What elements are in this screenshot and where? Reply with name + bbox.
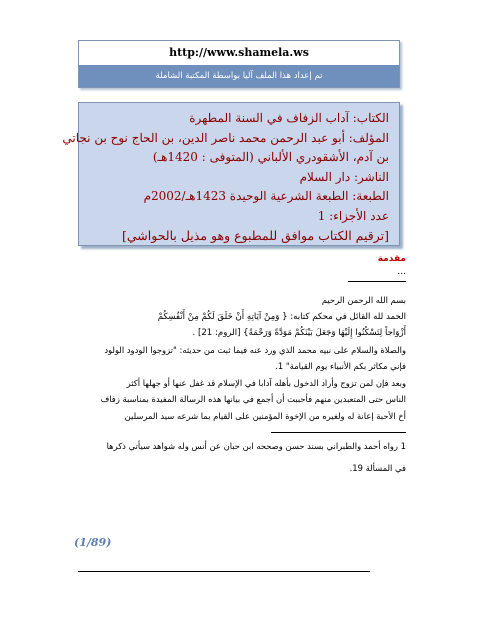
page-bottom-rule xyxy=(78,571,370,572)
paragraph-2-line-1: والصلاة والسلام على نبيه محمد الذي ورد عنه فيما ثبت من حديثه: "تزوجوا الودود الولود xyxy=(104,344,406,355)
book-title: الكتاب: آداب الزفاف في السنة المطهرة xyxy=(189,111,389,125)
footnote-line-2: في المسألة 19. xyxy=(349,463,406,473)
paragraph-3-line-2: الناس حتى المتعبدين منهم فأحببت أن أجمع في بيانها هذه الرسالة المفيدة بمناسبة زفاف xyxy=(100,394,406,404)
footnote-divider xyxy=(271,432,406,433)
verse-line-2: أَزْوَاجاً لِتَسْكُنُوا إِلَيْهَا وَجَعَلَ بَيْنَكُمْ مَوَدَّةً وَرَحْمَةً} [الروم: 21] . xyxy=(192,328,406,338)
ellipsis: ... xyxy=(397,267,406,277)
book-numbering-note: [ترقيم الكتاب موافق للمطبوع وهو مذيل بالحواشي] xyxy=(122,228,389,243)
section-heading: مقدمة xyxy=(377,254,406,264)
book-author-line-1: المؤلف: أبو عبد الرحمن محمد ناصر الدين، بن الحاج نوح بن نجاتي xyxy=(62,130,389,145)
main-content xyxy=(66,252,406,477)
heading-divider xyxy=(348,281,406,282)
book-publisher: الناشر: دار السلام xyxy=(299,169,389,184)
footnote-line-1: 1 رواه أحمد والطبراني بسند حسن وصححه ابن حبان عن أنس وله شواهد سيأتي ذكرها xyxy=(106,441,406,451)
basmala: بسم الله الرحمن الرحيم xyxy=(321,295,406,305)
paragraph-3-line-3: أخ الأحبة إعانة له ولغيره من الإخوة المؤمنين على القيام بما شرعه سيد المرسلين xyxy=(124,410,406,421)
verse-line-1: الحمد لله القائل في محكم كتابه: { وَمِنْ آيَاتِهِ أَنْ خَلَقَ لَكُمْ مِنْ أَنْفُسِكُمْ xyxy=(157,311,406,322)
book-volumes: عدد الأجزاء: 1 xyxy=(317,208,389,223)
generated-banner: تم إعداد هذا الملف آليا بواسطة المكتبة الشاملة xyxy=(79,65,399,87)
book-author-line-2: بن آدم، الأشقودري الألباني (المتوفى : 1420هـ) xyxy=(152,150,389,164)
paragraph-2-line-2: فإني مكاثر بكم الأنبياء يوم القيامة" 1. xyxy=(275,361,406,371)
book-edition: الطبعة: الطبعة الشرعية الوحيدة 1423هـ/2002م xyxy=(143,189,389,203)
page-number: (1/89) xyxy=(74,536,112,549)
book-info-box xyxy=(62,102,400,246)
site-url-link[interactable]: http://www.shamela.ws xyxy=(169,46,309,59)
header-box xyxy=(78,40,400,88)
paragraph-3-line-1: وبعد فإن لمن تزوج وأراد الدخول بأهله آدابا في الإسلام قد غفل عنها أو جهلها أكثر xyxy=(126,377,406,388)
